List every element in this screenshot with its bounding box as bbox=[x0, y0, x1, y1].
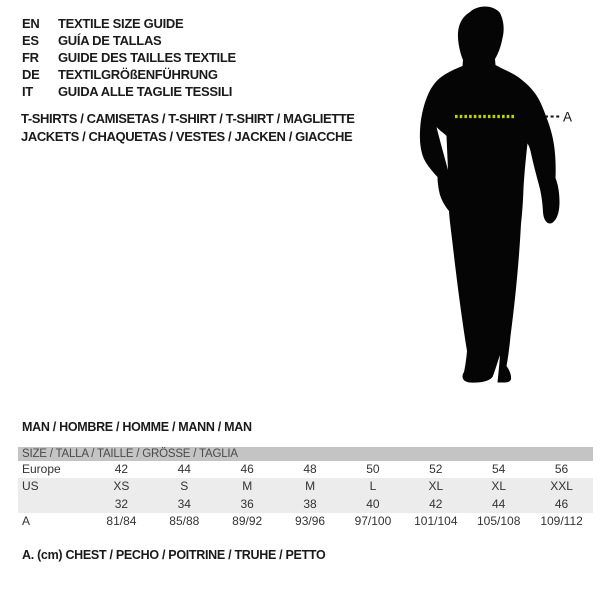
size-cell: 109/112 bbox=[540, 513, 583, 528]
man-silhouette-svg bbox=[400, 0, 600, 400]
size-cell: 46 bbox=[554, 496, 569, 511]
language-code: DE bbox=[22, 67, 40, 82]
man-silhouette bbox=[420, 7, 560, 383]
language-code: IT bbox=[22, 84, 33, 99]
row-label: US bbox=[22, 479, 39, 494]
size-cell: 54 bbox=[492, 462, 506, 476]
language-code: FR bbox=[22, 50, 39, 65]
size-cell: 48 bbox=[303, 462, 317, 476]
size-cell: 56 bbox=[554, 462, 569, 476]
product-categories bbox=[21, 110, 355, 145]
language-code: EN bbox=[22, 16, 40, 31]
size-cell: 34 bbox=[177, 496, 191, 511]
table-row-numeric bbox=[18, 496, 593, 513]
language-row-fr bbox=[22, 49, 236, 66]
size-cell: 52 bbox=[429, 462, 443, 476]
language-row-es bbox=[22, 32, 236, 49]
size-cell: 42 bbox=[114, 462, 129, 476]
product-line-jackets: JACKETS / CHAQUETAS / VESTES / JACKEN / GIACCHE bbox=[21, 128, 353, 144]
section-heading-man: MAN / HOMBRE / HOMME / MANN / MAN bbox=[22, 420, 252, 434]
size-cell: S bbox=[180, 479, 189, 494]
size-cell: 101/104 bbox=[414, 513, 458, 528]
size-cell: 32 bbox=[114, 496, 129, 511]
size-cell: 40 bbox=[366, 496, 380, 511]
table-row-chest-a bbox=[18, 513, 593, 530]
size-cell: 105/108 bbox=[476, 513, 521, 528]
language-label: GUIDA ALLE TAGLIE TESSILI bbox=[58, 84, 233, 99]
size-cell: XL bbox=[491, 479, 507, 494]
size-cell: 44 bbox=[492, 496, 506, 511]
language-list bbox=[22, 15, 236, 100]
measurement-footnote: A. (cm) CHEST / PECHO / POITRINE / TRUHE / PETTO bbox=[22, 548, 326, 562]
size-cell: 89/92 bbox=[232, 513, 263, 528]
size-cell: 97/100 bbox=[354, 513, 392, 528]
size-cell: 42 bbox=[429, 496, 443, 511]
size-cell: XXL bbox=[550, 479, 573, 494]
language-label: GUIDE DES TAILLES TEXTILE bbox=[58, 50, 236, 65]
size-cell: 36 bbox=[240, 496, 254, 511]
size-cell: L bbox=[369, 479, 377, 494]
language-row-de bbox=[22, 66, 236, 83]
size-cell: XS bbox=[113, 479, 130, 494]
size-cell: 46 bbox=[240, 462, 254, 476]
product-line-tshirts: T-SHIRTS / CAMISETAS / T-SHIRT / T-SHIRT / MAGLIETTE bbox=[21, 111, 355, 126]
table-row-us bbox=[18, 478, 593, 495]
size-cell: 44 bbox=[177, 462, 191, 476]
figure-area bbox=[400, 0, 600, 400]
language-label: TEXTILGRÖßENFÜHRUNG bbox=[58, 67, 218, 82]
language-label: TEXTILE SIZE GUIDE bbox=[58, 16, 184, 31]
size-table bbox=[18, 447, 593, 530]
table-row-europe bbox=[18, 461, 593, 478]
language-row-it bbox=[22, 83, 236, 100]
size-cell: 93/96 bbox=[295, 513, 326, 528]
size-cell: M bbox=[305, 479, 316, 494]
size-cell: 85/88 bbox=[169, 513, 200, 528]
size-cell: 50 bbox=[366, 462, 380, 476]
size-cell: 81/84 bbox=[106, 513, 137, 528]
size-cell: 38 bbox=[303, 496, 317, 511]
row-label: A bbox=[22, 513, 31, 528]
size-table-header: SIZE / TALLA / TAILLE / GRÖSSE / TAGLIA bbox=[18, 447, 593, 461]
language-code: ES bbox=[22, 33, 39, 48]
size-cell: M bbox=[242, 479, 253, 494]
measure-label-a: A bbox=[563, 109, 573, 125]
row-label: Europe bbox=[22, 462, 61, 476]
size-cell: XL bbox=[428, 479, 444, 494]
language-row-en bbox=[22, 15, 236, 32]
language-label: GUÍA DE TALLAS bbox=[58, 33, 162, 48]
